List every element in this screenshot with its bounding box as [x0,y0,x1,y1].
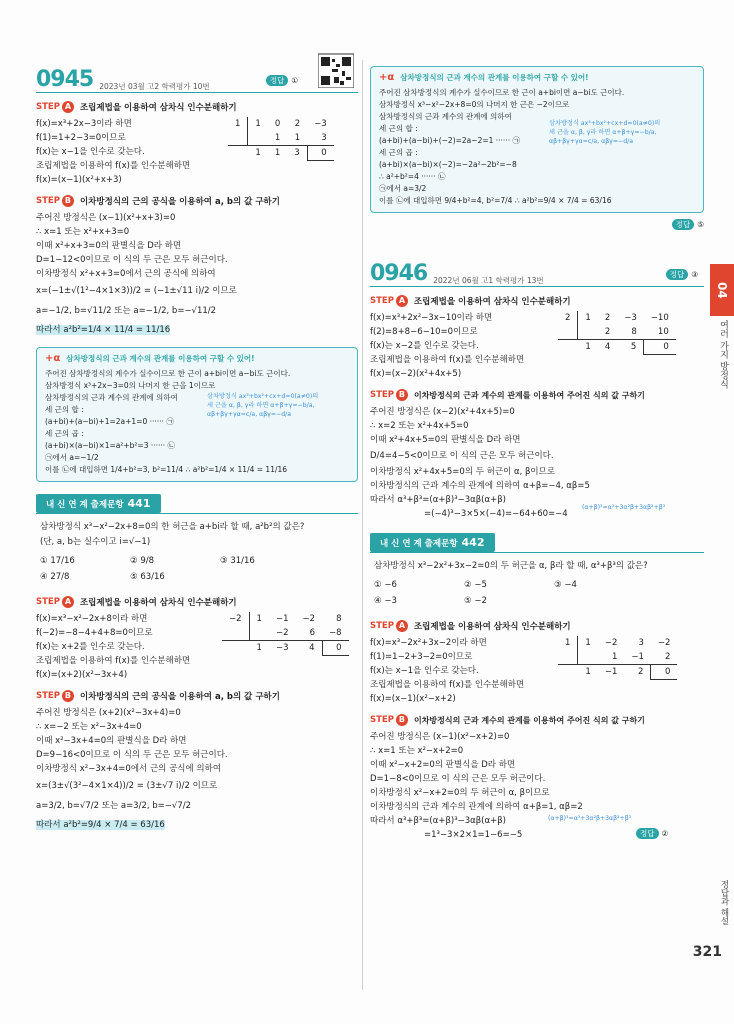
solution-line: f(−2)=−8−4+4+8=0이므로 [36,628,153,638]
choice[interactable]: ③ −4 [554,580,577,590]
synth-cell: 6 [309,628,316,638]
synth-cell: −2 [604,638,618,648]
question-text: 삼차방정식 x³−2x²+3x−2=0의 두 허근을 α, β라 할 때, α³+β³의 값은? [374,561,648,571]
synth-cell: 1 [611,652,618,662]
step-b-heading-442 [370,714,704,726]
tip-box-441 [370,66,704,213]
solution-line: D/4=4−5<0이므로 이 식의 근은 모두 허근이다. [370,451,554,461]
left-column [36,58,358,834]
solution-line: D=1−8<0이므로 이 식의 근은 모두 허근이다. [370,774,546,784]
tip-note-line: 삼차방정식 ax³+bx²+cx+d=0(a≠0)의 [549,120,661,127]
answer-value: ③ [691,270,698,279]
tip-note-line: 세 근을 α, β, γ라 하면 α+β+γ=−b/a, [549,129,657,136]
synthetic-division [228,117,334,161]
solution-line: 이차방정식 x²−x+2=0의 두 허근이 α, β이므로 [370,788,550,798]
solution-line: D=9−16<0이므로 이 식의 두 근은 모두 허근이다. [36,750,228,760]
solution-line: x=(−1±√(1²−4×1×3))/2 = (−1±√11 i)/2 이므로 [36,286,237,296]
step-letter: A [396,620,408,632]
synth-cell [248,131,268,146]
choice[interactable]: ① −6 [374,580,397,590]
highlight-result: 따라서 a²b²=1/4 × 11/4 = 11/16 [36,325,171,335]
tip-line: (a+bi)×(a−bi)×(−2)=−2a²−2b²=−8 [379,160,517,169]
linked-label: 내 신 연 계 출제문항 [380,539,458,549]
tip-note-line: αβ+βγ+γα=c/a, αβγ=−d/a [207,411,292,418]
synth-cell: 2 [604,327,611,337]
synth-cell: −1 [604,667,618,678]
solution-line: 이차방정식의 근과 계수의 관계에 의하여 α+β=−4, αβ=5 [370,481,590,491]
solution-line: 이때 x²+x+3=0의 판별식을 D라 하면 [36,241,182,251]
step-a-heading-442 [370,620,704,632]
step-b-body-442 [370,730,704,842]
linked-number: 441 [127,497,151,510]
tip-line: 주어진 삼차방정식의 계수가 실수이므로 한 근이 a+bi이면 a−bi도 근이다. [45,369,291,378]
solution-line: 조립제법을 이용하여 f(x)를 인수분해하면 [36,161,191,171]
synth-cell: −3 [624,313,637,323]
solution-line: f(x)=(x+2)(x²−3x+4) [36,670,128,680]
synth-cell: 1 [256,643,262,654]
tip-line: 삼차방정식의 근과 계수의 관계에 의하여 [379,112,512,121]
step-letter: B [62,195,74,207]
step-word: STEP [36,691,60,701]
synth-cell: 1 [294,133,301,143]
step-a-heading-0946 [370,295,704,307]
tip-line: 이를 ㉡에 대입하면 1/4+b²=3, b²=11/4 ∴ a²b²=1/4 × 11/4 = 11/16 [45,465,288,474]
solution-line: f(x)=(x−1)(x²−x+2) [370,694,456,704]
tip-note-line: αβ+βγ+γα=c/a, αβγ=−d/a [549,138,634,145]
solution-line: 조립제법을 이용하여 f(x)를 인수분해하면 [370,680,525,690]
solution-line: f(x)는 x−1을 인수로 갖는다. [370,666,479,676]
linked-label: 내 신 연 계 출제문항 [46,500,124,510]
synth-cell: 4 [309,643,315,654]
tip-title-text: 삼차방정식의 근과 계수의 관계를 이용하여 구할 수 있어! [400,73,589,82]
right-column [370,66,704,842]
synthetic-division [558,311,676,355]
solution-line: 이차방정식의 근과 계수의 관계에 의하여 α+β=1, αβ=2 [370,802,583,812]
synth-cell: 3 [321,133,327,143]
choice[interactable]: ② −5 [464,580,487,590]
answer-tag: 정답 [672,219,695,230]
solution-line: 주어진 방정식은 (x−1)(x²−x+2)=0 [370,732,510,742]
step-letter: B [396,389,408,401]
step-letter: A [62,101,74,113]
formula-note: (α+β)³=α³+3α²β+3αβ²+β³ [548,815,632,822]
synth-cell: 3 [294,148,300,159]
solution-line: f(x)는 x+2를 인수로 갖는다. [36,642,145,652]
footer-label: 정답과 해설 [719,880,729,926]
step-title: 이차방정식의 근과 계수의 관계를 이용하여 주어진 식의 값 구하기 [413,715,645,725]
tip-note [549,119,660,146]
step-title: 조립제법을 이용하여 삼차식 인수분해하기 [79,598,237,608]
step-title: 조립제법을 이용하여 삼차식 인수분해하기 [413,622,571,632]
tip-note [207,392,318,419]
answer-badge [636,828,668,839]
choice[interactable]: ④ −3 [374,596,397,606]
solution-line-result [36,321,358,339]
answer-badge [266,75,298,86]
step-word: STEP [370,296,394,306]
question-box [36,513,358,588]
synth-cell: 0 [274,119,281,129]
synth-cell [578,325,598,340]
tip-title [45,353,349,364]
answer-row-441 [370,219,704,230]
synth-cell [249,626,269,641]
step-word: STEP [36,597,60,607]
synth-cell: 2 [604,313,611,323]
tip-line: (a+bi)+(a−bi)+1=2a+1=0 ······ ㉠ [45,417,174,426]
step-title: 이차방정식의 근의 공식을 이용하여 a, b의 값 구하기 [79,197,280,207]
tip-line: (a+bi)+(a−bi)+(−2)=2a−2=1 ······ ㉠ [379,136,520,145]
qr-code-icon[interactable] [318,50,354,88]
choice[interactable]: ⑤ −2 [464,596,487,606]
solution-line: f(x)=x³−x²−2x+8이라 하면 [36,614,148,624]
step-word: STEP [370,621,394,631]
column-divider [362,60,363,990]
problem-source: 2023년 03월 고2 학력평가 10번 [99,82,210,91]
synth-cell: 2 [294,119,301,129]
solution-line: a=−1/2, b=√11/2 또는 a=−1/2, b=−√11/2 [36,306,217,316]
synth-root: 2 [558,311,578,325]
linked-question-bar [370,533,495,552]
synth-root: −2 [222,612,249,626]
synth-cell: 0 [651,665,678,680]
synth-cell: 3 [638,638,644,648]
synth-cell: 0 [307,146,334,161]
choice[interactable]: ② 9/8 [130,556,155,566]
solution-line: f(x)=x³+2x²−3x−10이라 하면 [370,313,493,323]
answer-value: ② [661,829,669,838]
synth-cell: −3 [314,119,327,129]
tip-title [379,72,695,83]
tip-box-0945 [36,347,358,482]
step-letter: B [396,714,408,726]
solution-line: f(1)=1−2+3−2=0이므로 [370,652,473,662]
step-letter: A [396,295,408,307]
solution-line: =(−4)³−3×5×(−4)=−64+60=−4 [424,509,568,519]
solution-line: f(x)는 x−1을 인수로 갖는다. [36,147,145,157]
answer-value: ① [291,76,298,85]
answer-tag: 정답 [636,828,659,839]
step-b-heading-441 [36,690,358,702]
solution-line: ∴ x=1 또는 x²+x+3=0 [36,227,130,237]
tip-note-line: 세 근을 α, β, γ라 하면 α+β+γ=−b/a, [207,402,315,409]
synthetic-division [558,636,677,680]
solution-line: 따라서 α³+β³=(α+β)³−3αβ(α+β) [370,495,506,505]
plus-alpha-icon: +α [379,72,395,83]
linked-question-442 [370,531,704,612]
solution-line: =1³−3×2×1=1−6=−5 [424,830,523,840]
solution-line: f(x)는 x−2를 인수로 갖는다. [370,341,479,351]
tip-line: ㉠에서 a=3/2 [379,184,427,193]
synth-cell: 1 [255,148,261,159]
tip-line: ∴ a²+b²=4 ······ ㉡ [379,172,446,181]
tip-line: 삼차방정식 x³−x²−2x+8=0의 나머지 한 근은 −2이므로 [379,100,570,109]
step-a-body-442 [370,636,704,706]
linked-number: 442 [461,536,485,549]
solution-line: 이차방정식 x²+x+3=0에서 근의 공식에 의하여 [36,269,216,279]
step-word: STEP [36,102,60,112]
problem-0945-header [36,58,358,93]
solution-line: 주어진 방정식은 (x−1)(x²+x+3)=0 [36,213,176,223]
synth-cell: 4 [604,342,611,353]
problem-0946-header [370,252,704,287]
solution-line: f(x)=(x−2)(x²+4x+5) [370,369,462,379]
tip-note-line: 삼차방정식 ax³+bx²+cx+d=0(a≠0)의 [207,393,319,400]
answer-badge [666,269,698,280]
synth-cell: 10 [657,327,669,337]
solution-line: 이때 x²−3x+4=0의 판별식을 D라 하면 [36,736,187,746]
plus-alpha-icon: +α [45,353,61,364]
answer-tag: 정답 [266,75,289,86]
solution-line: 이차방정식 x²−3x+4=0에서 근의 공식에 의하여 [36,764,222,774]
problem-number: 0945 [36,67,94,92]
step-title: 이차방정식의 근의 공식을 이용하여 a, b의 값 구하기 [79,692,280,702]
solution-line: 이때 x²−x+2=0의 판별식을 D라 하면 [370,760,516,770]
step-b-body [36,211,358,339]
synth-cell: −8 [329,628,342,638]
tip-line: 세 근의 곱 : [379,148,418,157]
solution-line: ∴ x=2 또는 x²+4x+5=0 [370,421,469,431]
synth-cell: 2 [665,652,671,662]
step-a-heading [36,101,358,113]
choice[interactable]: ① 17/16 [40,556,75,566]
tip-line: 세 근의 곱 : [45,429,84,438]
solution-line: 이차방정식 x²+4x+5=0의 두 허근이 α, β이므로 [370,467,556,477]
synth-cell: −2 [302,614,316,624]
synth-root: 1 [558,636,578,650]
synth-root: 1 [228,117,248,131]
synth-cell [578,650,598,665]
solution-line: f(x)=(x−1)(x²+x+3) [36,175,122,185]
step-letter: B [62,690,74,702]
solution-line: x=(3±√(3²−4×1×4))/2 = (3±√7 i)/2 이므로 [36,781,218,791]
solution-line: ∴ x=1 또는 x²−x+2=0 [370,746,464,756]
answer-tag: 정답 [666,269,689,280]
synth-cell: 1 [585,342,591,353]
tip-line: 세 근의 합 : [45,405,84,414]
question-text: 삼차방정식 x³−x²−2x+8=0의 한 허근을 a+bi라 할 때, a²b²의 값은? [40,522,305,532]
synth-cell: −1 [631,652,644,662]
chapter-tab[interactable]: 04 [710,264,734,316]
choice[interactable]: ③ 31/16 [220,556,255,566]
synth-cell: 5 [630,342,637,353]
step-b-body-0946 [370,405,704,521]
step-word: STEP [370,715,394,725]
synth-cell: 0 [644,340,676,355]
tip-line: 삼차방정식 x³+2x−3=0의 나머지 한 근을 1이므로 [45,381,216,390]
synth-cell: −1 [275,614,289,624]
highlight-result: 따라서 a²b²=9/4 × 7/4 = 63/16 [36,820,165,830]
synth-cell: 1 [585,638,591,648]
step-b-body-441 [36,706,358,834]
tip-line: 삼차방정식의 근과 계수의 관계에 의하여 [45,393,178,402]
tip-line: 주어진 삼차방정식의 계수가 실수이므로 한 근이 a+bi이면 a−bi도 근이다. [379,88,625,97]
synth-cell: 8 [336,614,342,624]
synth-cell: 1 [274,133,281,143]
synth-cell: 1 [256,614,262,624]
solution-line: D=1−12<0이므로 이 식의 두 근은 모두 허근이다. [36,255,228,265]
solution-line: 이때 x²+4x+5=0의 판별식을 D라 하면 [370,435,521,445]
solution-line: 주어진 방정식은 (x+2)(x²−3x+4)=0 [36,708,181,718]
question-text: (단, a, b는 실수이고 i=√−1) [40,537,151,547]
tip-line: 이를 ㉡에 대입하면 9/4+b²=4, b²=7/4 ∴ a²b²=9/4 × 7/4 = 63/16 [379,196,612,205]
problem-source: 2022년 06월 고1 학력평가 13번 [433,276,544,285]
tip-line: (a+bi)×(a−bi)×1=a²+b²=3 ······ ㉡ [45,441,176,450]
step-word: STEP [370,390,394,400]
synth-cell: 1 [585,313,591,323]
step-b-heading-0946 [370,389,704,401]
synth-cell: 8 [631,327,637,337]
step-b-heading [36,195,358,207]
solution-line: 주어진 방정식은 (x−2)(x²+4x+5)=0 [370,407,515,417]
choices [374,580,700,606]
step-word: STEP [36,196,60,206]
choices [40,556,354,582]
page-number: 321 [692,944,722,960]
solution-line: f(2)=8+8−6−10=0이므로 [370,327,478,337]
problem-number: 0946 [370,261,428,286]
answer-value: ⑤ [697,220,704,229]
step-title: 조립제법을 이용하여 삼차식 인수분해하기 [413,297,571,307]
question-box [370,552,704,612]
solution-line: ∴ x=−2 또는 x²−3x+4=0 [36,722,142,732]
synthetic-division [222,612,349,656]
tip-line: 세 근의 합 : [379,124,418,133]
synth-cell: −2 [275,628,289,638]
step-title: 이차방정식의 근과 계수의 관계를 이용하여 주어진 식의 값 구하기 [413,390,645,400]
step-letter: A [62,596,74,608]
solution-line: a=3/2, b=√7/2 또는 a=3/2, b=−√7/2 [36,801,192,811]
synth-cell: −10 [650,313,669,323]
formula-note: (α+β)³=α³+3α²β+3αβ²+β³ [582,504,666,511]
step-a-body [36,117,358,187]
chapter-title: 여러 가지 방정식 [718,320,728,389]
solution-line: f(1)=1+2−3=0이므로 [36,133,126,143]
step-a-body-441 [36,612,358,682]
choice[interactable]: ④ 27/8 [40,572,70,582]
solution-line: 따라서 α³+β³=(α+β)³−3αβ(α+β) [370,816,506,826]
solution-line: 조립제법을 이용하여 f(x)를 인수분해하면 [36,656,191,666]
step-a-heading-441 [36,596,358,608]
synth-cell: 1 [274,148,281,159]
step-a-body-0946 [370,311,704,381]
synth-cell: 0 [322,641,349,656]
linked-question-441 [36,492,358,588]
synth-cell: 1 [585,667,591,678]
synth-cell: −3 [275,643,289,654]
tip-title-text: 삼차방정식의 근과 계수의 관계를 이용하여 구할 수 있어! [66,354,255,363]
synth-cell: 2 [637,667,644,678]
tip-line: ㉠에서 a=−1/2 [45,453,99,462]
step-title: 조립제법을 이용하여 삼차식 인수분해하기 [79,103,237,113]
linked-question-bar [36,494,161,513]
synth-cell: −2 [657,638,671,648]
solution-line-result [36,816,358,834]
choice[interactable]: ⑤ 63/16 [130,572,165,582]
synth-cell: 1 [255,119,261,129]
solution-line: 조립제법을 이용하여 f(x)를 인수분해하면 [370,355,525,365]
solution-line: f(x)=x³+2x−3이라 하면 [36,119,132,129]
solution-line: f(x)=x³−2x²+3x−2이라 하면 [370,638,487,648]
